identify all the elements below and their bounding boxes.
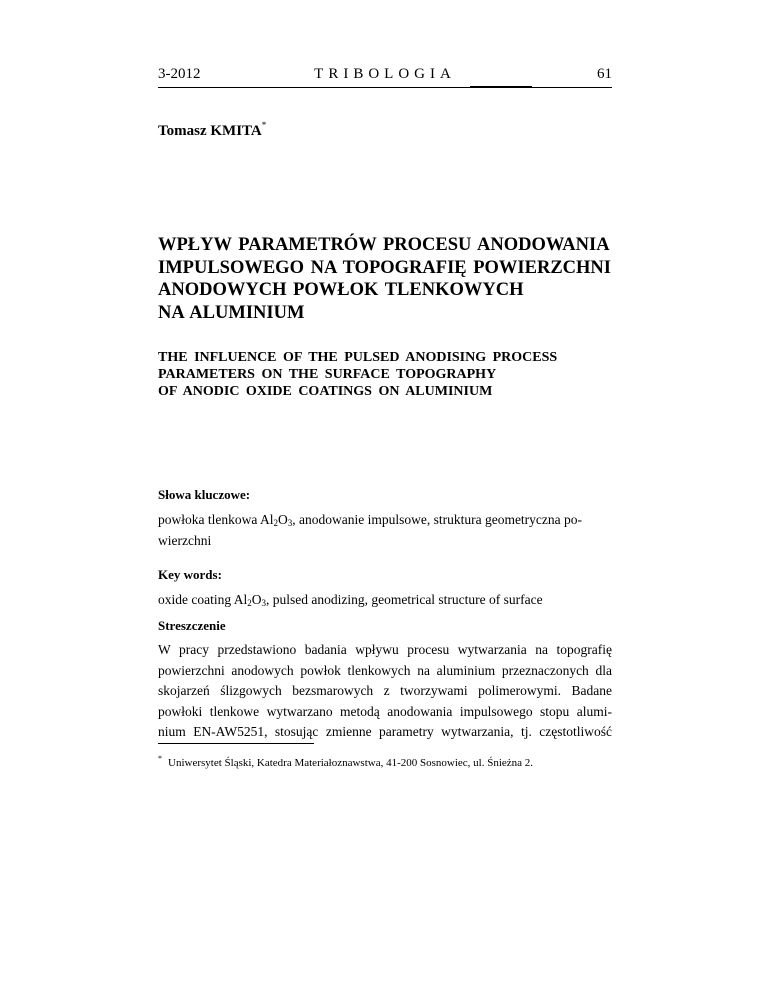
abstract-line: nium EN-AW5251, stosując zmienne parametry wytwarzania, tj. częstotliwość <box>158 724 612 739</box>
abstract-line: powierzchni anodowych powłok tlenkowych na aluminium przeznaczonych dla <box>158 662 612 678</box>
abstract-line: W pracy przedstawiono badania wpływu procesu wytwarzania na topografię <box>158 642 612 657</box>
keywords-polish-part: wierzchni <box>158 533 212 548</box>
running-header <box>158 62 612 86</box>
footnote <box>158 754 533 769</box>
keywords-english-subscript: 3 <box>261 598 266 608</box>
keywords-english-subscript: 2 <box>247 598 252 608</box>
author-name <box>158 120 266 140</box>
title-english-line: THE INFLUENCE OF THE PULSED ANODISING PROCESS <box>158 350 558 365</box>
keywords-english-part: O <box>251 592 262 607</box>
keywords-polish-heading: Słowa kluczowe: <box>158 487 251 502</box>
keywords-polish-part: , anodowanie impulsowe, struktura geometryczna po- <box>292 512 583 527</box>
title-polish-line: WPŁYW PARAMETRÓW PROCESU ANODOWANIA <box>158 235 610 255</box>
keywords-english-heading: Key words: <box>158 567 222 582</box>
header-rule-accent <box>470 86 532 88</box>
footnote-rule <box>158 743 314 744</box>
keywords-english-text <box>158 589 612 610</box>
title-english-line: PARAMETERS ON THE SURFACE TOPOGRAPHY <box>158 367 497 382</box>
keywords-polish-part: powłoka tlenkowa Al <box>158 512 274 527</box>
page-number: 61 <box>597 66 612 82</box>
keywords-english-part: oxide coating Al <box>158 592 248 607</box>
title-polish <box>158 234 628 324</box>
footnote-text: Uniwersytet Śląski, Katedra Materiałoznawstwa, 41-200 Sosnowiec, ul. Śnieżna 2. <box>168 757 534 769</box>
title-polish-line: IMPULSOWEGO NA TOPOGRAFIĘ POWIERZCHNI <box>158 257 611 278</box>
header-rule <box>158 87 612 88</box>
title-english-line: OF ANODIC OXIDE COATINGS ON ALUMINIUM <box>158 384 493 399</box>
title-polish-line: NA ALUMINIUM <box>158 302 305 323</box>
title-polish-line: ANODOWYCH POWŁOK TLENKOWYCH <box>158 280 524 300</box>
abstract-text <box>158 640 612 743</box>
keywords-english-part: , pulsed anodizing, geometrical structure of surface <box>265 592 543 607</box>
abstract-heading: Streszczenie <box>158 618 226 633</box>
abstract-line: skojarzeń ślizgowych bezsmarowych z tworzywami polimerowymi. Badane <box>158 683 612 698</box>
keywords-polish-part: O <box>277 512 288 527</box>
keywords-polish-subscript: 3 <box>287 518 293 528</box>
keywords-polish-subscript: 2 <box>273 518 278 528</box>
author-name-text: Tomasz KMITA <box>158 123 262 139</box>
footnote-marker: * <box>158 754 162 763</box>
title-english <box>158 349 628 400</box>
journal-name: TRIBOLOGIA <box>314 66 456 82</box>
issue-number: 3-2012 <box>158 66 201 82</box>
keywords-polish-text <box>158 509 612 551</box>
abstract-line: powłoki tlenkowe wytwarzano metodą anodowania impulsowego stopu alumi- <box>158 703 612 719</box>
author-footnote-marker: * <box>261 120 267 130</box>
